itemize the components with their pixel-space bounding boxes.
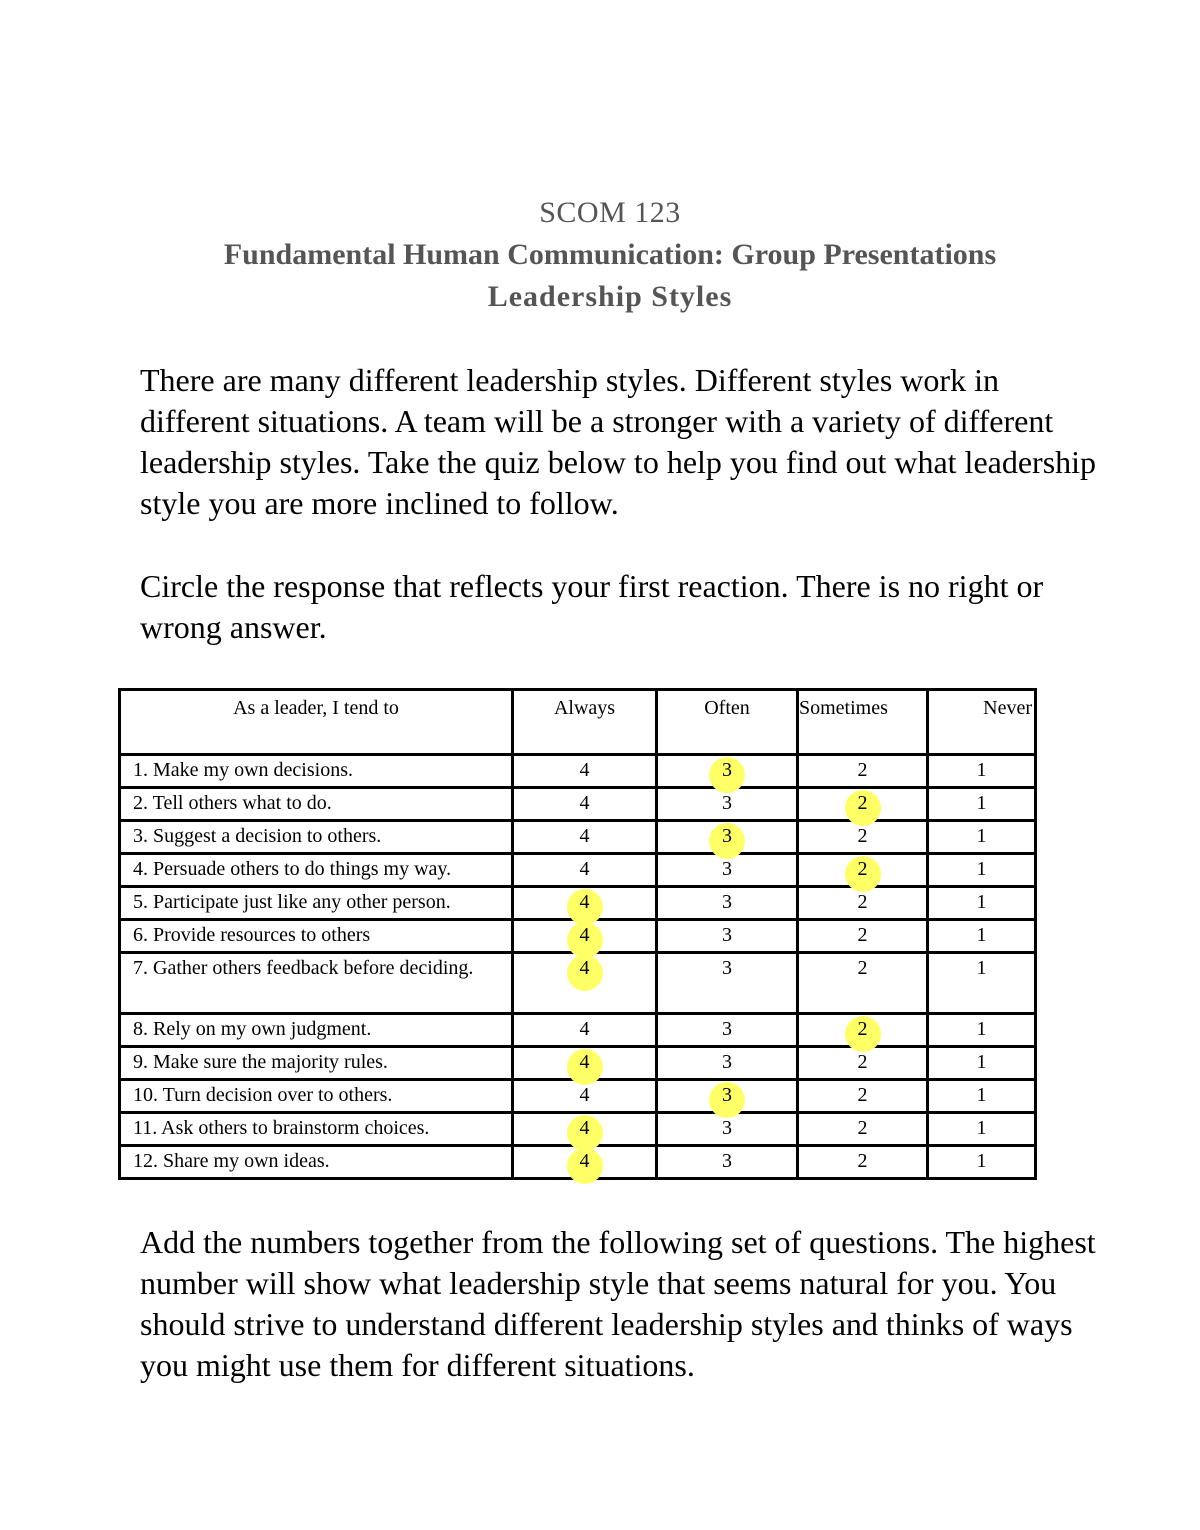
response-value: 3	[722, 759, 732, 781]
response-often[interactable]	[657, 887, 798, 920]
row-statement: 11. Ask others to brainstorm choices.	[120, 1113, 513, 1146]
response-value: 3	[722, 825, 732, 847]
response-often[interactable]	[657, 953, 798, 1014]
header-sometimes: Sometimes	[798, 690, 928, 755]
response-always[interactable]	[513, 854, 657, 887]
response-sometimes[interactable]	[798, 1080, 928, 1113]
response-value: 2	[857, 792, 868, 814]
response-value: 3	[722, 1084, 732, 1106]
response-often[interactable]	[657, 1146, 798, 1179]
table-row	[120, 1014, 1036, 1047]
response-never[interactable]	[928, 1113, 1036, 1146]
response-value: 3	[722, 957, 732, 979]
response-never[interactable]	[928, 1146, 1036, 1179]
response-value: 3	[722, 924, 732, 946]
table-row	[120, 788, 1036, 821]
response-sometimes[interactable]	[798, 821, 928, 854]
response-value: 2	[857, 858, 868, 880]
response-often[interactable]	[657, 1047, 798, 1080]
response-value: 1	[976, 825, 987, 847]
header-statement: As a leader, I tend to	[120, 690, 513, 755]
response-never[interactable]	[928, 1014, 1036, 1047]
response-never[interactable]	[928, 788, 1036, 821]
row-statement: 4. Persuade others to do things my way.	[120, 854, 513, 887]
response-often-selected[interactable]	[657, 1080, 798, 1113]
table-row	[120, 887, 1036, 920]
response-value: 4	[579, 759, 590, 781]
response-value: 4	[579, 1084, 590, 1106]
leadership-quiz-table	[118, 688, 1037, 1180]
response-value: 3	[722, 1117, 732, 1139]
response-value: 1	[976, 759, 987, 781]
response-value: 4	[579, 792, 590, 814]
header-often: Often	[657, 690, 798, 755]
quiz-body	[120, 755, 1036, 1179]
response-sometimes[interactable]	[798, 887, 928, 920]
response-sometimes-selected[interactable]	[798, 854, 928, 887]
response-value: 1	[976, 1084, 987, 1106]
response-value: 1	[976, 1117, 987, 1139]
response-sometimes[interactable]	[798, 755, 928, 788]
response-value: 2	[857, 1084, 868, 1106]
response-value: 2	[857, 1150, 868, 1172]
response-value: 2	[857, 1018, 868, 1040]
response-value: 1	[976, 891, 987, 913]
response-never[interactable]	[928, 920, 1036, 953]
table-header-row	[120, 690, 1036, 755]
table-row	[120, 1113, 1036, 1146]
course-title: Fundamental Human Communication: Group Presentations	[223, 238, 997, 271]
response-sometimes-selected[interactable]	[798, 1014, 928, 1047]
instruction-paragraph: Circle the response that reflects your first reaction. There is no right or wrong answer.	[140, 568, 1044, 645]
response-value: 1	[976, 792, 987, 814]
response-value: 1	[976, 1018, 987, 1040]
table-row	[120, 1047, 1036, 1080]
response-value: 4	[579, 891, 590, 913]
table-row	[120, 920, 1036, 953]
response-value: 4	[579, 1018, 590, 1040]
response-often[interactable]	[657, 1014, 798, 1047]
table-row	[120, 1146, 1036, 1179]
response-value: 3	[722, 1018, 732, 1040]
response-value: 3	[722, 858, 732, 880]
table-row	[120, 821, 1036, 854]
response-always-selected[interactable]	[513, 1047, 657, 1080]
response-always[interactable]	[513, 1080, 657, 1113]
response-never[interactable]	[928, 887, 1036, 920]
response-value: 3	[722, 891, 732, 913]
response-often-selected[interactable]	[657, 821, 798, 854]
response-value: 4	[579, 1117, 590, 1139]
response-always-selected[interactable]	[513, 953, 657, 1014]
response-sometimes[interactable]	[798, 920, 928, 953]
response-value: 2	[857, 924, 868, 946]
response-value: 4	[579, 957, 590, 979]
document-title: Leadership Styles	[487, 280, 733, 313]
response-often[interactable]	[657, 854, 798, 887]
header-always: Always	[513, 690, 657, 755]
response-often[interactable]	[657, 788, 798, 821]
response-value: 1	[976, 957, 987, 979]
row-statement: 2. Tell others what to do.	[120, 788, 513, 821]
row-statement: 1. Make my own decisions.	[120, 755, 513, 788]
row-statement: 12. Share my own ideas.	[120, 1146, 513, 1179]
intro-paragraph: There are many different leadership styles. Different styles work in different situations. A team will be a stronger with a variety of different leadership styles. Take the quiz below to help you find out what leadership style you are more inclined to follow.	[140, 362, 1097, 521]
response-never[interactable]	[928, 1047, 1036, 1080]
response-value: 4	[579, 924, 590, 946]
table-row	[120, 953, 1036, 1014]
response-value: 1	[976, 1150, 987, 1172]
response-often-selected[interactable]	[657, 755, 798, 788]
response-always-selected[interactable]	[513, 1146, 657, 1179]
response-value: 2	[857, 1117, 868, 1139]
outro-paragraph: Add the numbers together from the following set of questions. The highest number will show what leadership style that seems natural for you. You should strive to understand different leadership styles and thinks of ways you might use them for different situations.	[140, 1224, 1096, 1383]
table-row	[120, 854, 1036, 887]
response-sometimes[interactable]	[798, 1146, 928, 1179]
response-always[interactable]	[513, 755, 657, 788]
row-statement: 5. Participate just like any other person.	[120, 887, 513, 920]
response-value: 1	[976, 858, 987, 880]
response-sometimes-selected[interactable]	[798, 788, 928, 821]
response-value: 4	[579, 1051, 590, 1073]
response-never[interactable]	[928, 755, 1036, 788]
response-always[interactable]	[513, 1014, 657, 1047]
response-value: 2	[857, 957, 868, 979]
response-value: 3	[722, 792, 732, 814]
response-value: 1	[976, 1051, 987, 1073]
response-sometimes[interactable]	[798, 1113, 928, 1146]
response-value: 3	[722, 1051, 732, 1073]
response-often[interactable]	[657, 920, 798, 953]
row-statement: 7. Gather others feedback before deciding.	[120, 953, 513, 1014]
response-value: 3	[722, 1150, 732, 1172]
row-statement: 6. Provide resources to others	[120, 920, 513, 953]
response-always[interactable]	[513, 821, 657, 854]
response-value: 4	[579, 825, 590, 847]
response-always-selected[interactable]	[513, 1113, 657, 1146]
response-sometimes[interactable]	[798, 1047, 928, 1080]
response-always-selected[interactable]	[513, 887, 657, 920]
response-value: 4	[579, 1150, 590, 1172]
response-value: 1	[976, 924, 987, 946]
response-sometimes[interactable]	[798, 953, 928, 1014]
response-value: 2	[857, 759, 868, 781]
header-never: Never	[928, 690, 1036, 755]
response-never[interactable]	[928, 1080, 1036, 1113]
table-row	[120, 755, 1036, 788]
response-never[interactable]	[928, 821, 1036, 854]
response-value: 2	[857, 1051, 868, 1073]
row-statement: 8. Rely on my own judgment.	[120, 1014, 513, 1047]
document-header	[0, 192, 1200, 318]
row-statement: 3. Suggest a decision to others.	[120, 821, 513, 854]
row-statement: 10. Turn decision over to others.	[120, 1080, 513, 1113]
response-value: 4	[579, 858, 590, 880]
table-row	[120, 1080, 1036, 1113]
response-never[interactable]	[928, 854, 1036, 887]
response-always[interactable]	[513, 788, 657, 821]
row-statement: 9. Make sure the majority rules.	[120, 1047, 513, 1080]
response-always-selected[interactable]	[513, 920, 657, 953]
response-value: 2	[857, 825, 868, 847]
course-code: SCOM 123	[539, 196, 681, 229]
response-often[interactable]	[657, 1113, 798, 1146]
response-value: 2	[857, 891, 868, 913]
response-never[interactable]	[928, 953, 1036, 1014]
